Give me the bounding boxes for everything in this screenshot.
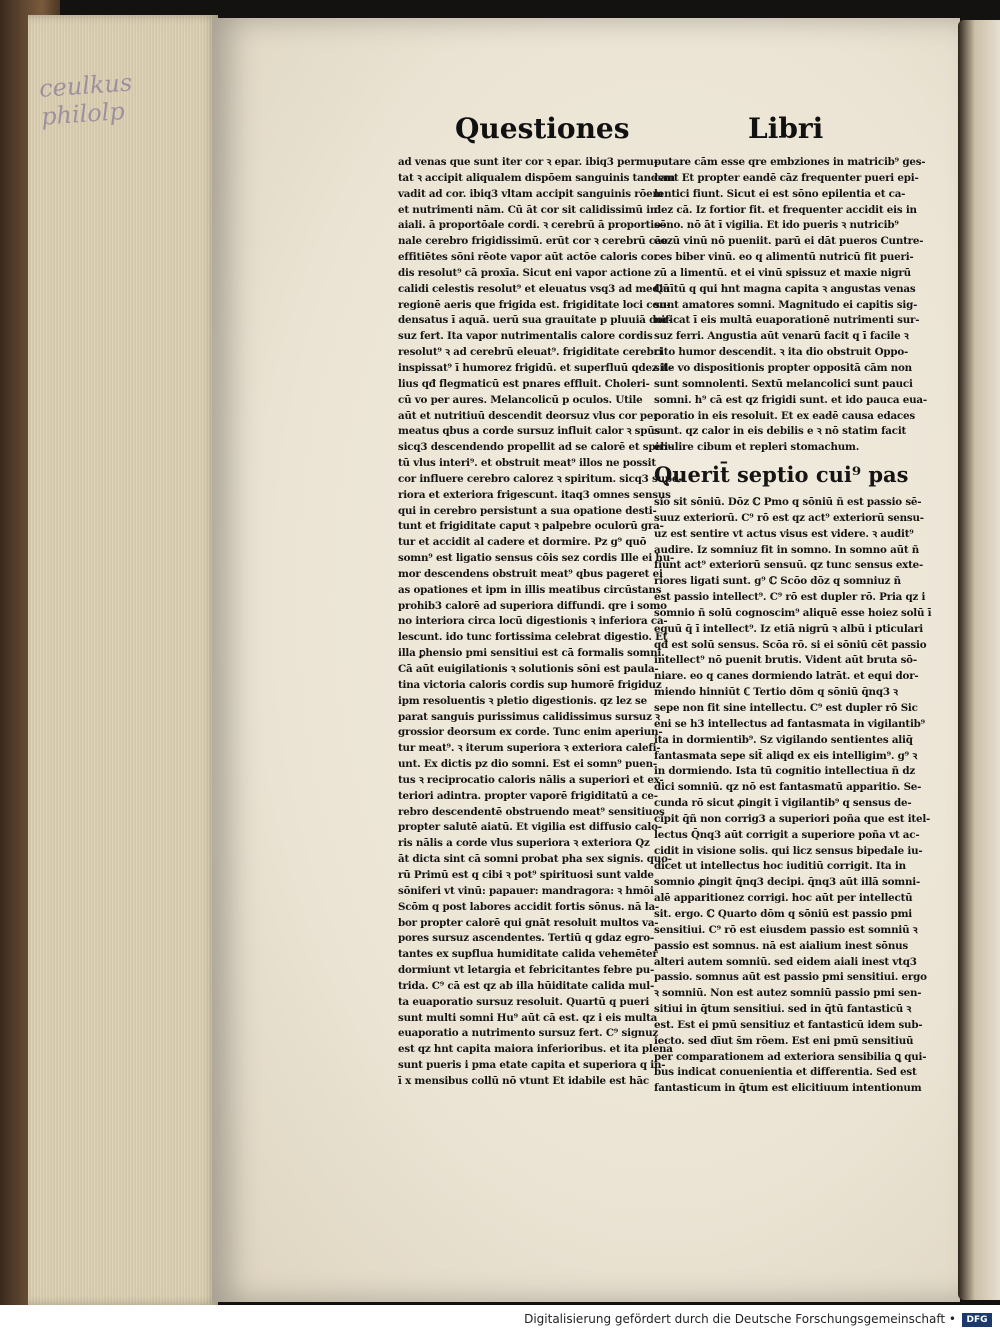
text-line: sicq3 descendendo propellit ad se calorē et spiri- <box>398 441 673 454</box>
text-line: prohib3 calorē ad superiora diffundi. qre i somo <box>398 599 667 612</box>
text-line: dicet ut intellectus hoc iuditiū corrigit. Ita in <box>654 860 906 873</box>
text-line: sitiui in q̄tum sensitiui. sed in q̄tū fantasticū ꝛ <box>654 1003 912 1016</box>
text-line: tū vlus interi⁹. et obstruit meat⁹ illos ne possit <box>398 457 656 470</box>
text-line: tunt et frigiditate caput ꝛ palpebre oculorū gra- <box>398 520 664 533</box>
text-line: sunt somnolenti. Sextū melancolici sunt pauci <box>654 377 913 390</box>
text-line: nificat ī eis multā euaporationē nutrimenti sur- <box>654 314 920 327</box>
text-line: equū q̄ ī intellect⁹. Iz etiā nigrū ꝛ albū i pticulari <box>654 622 923 635</box>
text-line: somni. h⁹ cā est qz frigidi sunt. et ido pauca eua- <box>654 393 927 406</box>
text-line: est. Est ei pmū sensitiuz et fantasticū idem sub- <box>654 1018 923 1031</box>
text-line: riora et exteriora frigescunt. itaq3 omnes sensus <box>398 488 671 501</box>
text-line: cor influere cerebro calorez ꝛ spiritum. sicq3 supe- <box>398 472 683 485</box>
text-line: poratio in eis resoluit. Et ex eadē causa edaces <box>654 409 915 422</box>
inscription-line-2: philolp <box>40 97 126 131</box>
text-line: sunt. qz calor in eis debilis e ꝛ nō statim facit <box>654 425 907 438</box>
text-column-right <box>654 155 932 1095</box>
text-line: alē apparitionez corrigi. hoc aūt per intellectū <box>654 892 913 905</box>
text-line: sunt amatores somni. Magnitudo ei capitis sig- <box>654 298 918 311</box>
text-line: sōniferi vt vinū: papauer: mandragora: ꝛ hmōi <box>398 884 654 897</box>
text-line: intellect⁹ nō puenit brutis. Vident aūt bruta sō- <box>654 654 917 667</box>
text-line: vadit ad cor. ibiq3 vltam accipit sanguinis rōem <box>398 187 664 200</box>
text-line: āt dicta sint cā somni probat pha sex signis. quo- <box>398 853 672 866</box>
text-line: aiali. ā proportōale cordi. ꝛ cerebrū ā proportio- <box>398 219 665 232</box>
text-line: Cā aūt euigilationis ꝛ solutionis sōni est paula- <box>398 663 659 675</box>
text-line: niare. eo q canes dormiendo latrāt. et equi dor- <box>654 670 919 683</box>
text-line: mor descendens obstruit meat⁹ qbus pageret ei <box>398 567 663 580</box>
running-header-right: Libri <box>748 112 824 145</box>
text-line: cant Et propter eandē cāz frequenter pueri epi- <box>654 171 919 184</box>
text-line: lius qđ flegmaticū est pnares effluit. Choleri- <box>398 377 650 390</box>
text-line: cito humor descendit. ꝛ ita dio obstruit Oppo- <box>654 346 909 359</box>
text-line: alteri autem somniū. sed eidem aiali inest vtq3 <box>654 955 917 968</box>
text-line: cipit q̄ñ non corrig3 a superiori poña que est itel- <box>654 812 931 825</box>
text-line: ta euaporatio sursuz resoluit. Quartū q pueri <box>398 995 650 1008</box>
text-line: somnio ꝓingit q̄nq3 decipi. q̄nq3 aūt illā somni- <box>654 876 921 889</box>
text-line: sensitiui. C⁹ rō est eiusdem passio est somniū ꝛ <box>654 923 918 936</box>
text-line: tat ꝛ accipit aliqualem dispōem sanguinis tandem <box>398 171 675 184</box>
text-line: zū a limentū. et ei vinū spissuz et maxie nigrū <box>654 266 911 279</box>
text-line: dormiunt vt letargia et febricitantes febre pu- <box>398 964 655 977</box>
text-line: rebro descendentē obstruendo meat⁹ sensitiuos <box>398 805 665 818</box>
text-line: resolut⁹ ꝛ ad cerebrū eleuat⁹. frigiditate cerebri <box>398 346 663 359</box>
funding-credit: Digitalisierung gefördert durch die Deutsche Forschungsgemeinschaft • <box>524 1312 956 1326</box>
text-line: suz fert. Ita vapor nutrimentalis calore cordis <box>398 330 653 343</box>
text-line: cidit in visione solis. qui licz sensus bipedale iu- <box>654 844 923 857</box>
text-line: cunda rō sicut ꝓingit ī vigilantib⁹ q sensus de- <box>654 797 912 810</box>
text-column-left <box>398 155 683 1087</box>
text-line: ebulire cibum et repleri stomachum. <box>654 441 860 454</box>
text-line: riores ligati sunt. g⁹ ℂ Scōo dōz q somniuz ñ <box>654 575 901 588</box>
text-line: parat sanguis purissimus calidissimus sursuz ꝛ <box>398 710 660 723</box>
text-line: sōno. nō āt ī vigilia. Et ido pueris ꝛ nutricib⁹ <box>654 219 899 232</box>
text-line: nale cerebro frigidissimū. erūt cor ꝛ cerebrū cāe <box>398 235 668 248</box>
dfg-logo: DFG <box>962 1313 992 1327</box>
text-line: grossior deorsum ex corde. Tunc enim aperiun- <box>398 726 663 739</box>
text-line: lectus Q̄nq3 aūt corrigit a superiore poña vt ac- <box>654 828 920 841</box>
text-line: per comparationem ad exteriora sensibilia ꝗ qui- <box>654 1050 927 1063</box>
text-line: teriori adintra. propter vaporē frigiditatū a ce- <box>398 789 658 802</box>
text-line: sio sit sōniū. Dōz ℂ Pmo q sōniū ñ est passio sē- <box>654 496 922 509</box>
text-line: iecto. sed dīut s̄m rōem. Est eni pmū sensitiuū <box>654 1034 914 1047</box>
text-line: ī x mensibus collū nō vtunt Et idabile est hāc <box>398 1074 650 1087</box>
text-line: tus ꝛ reciprocatio caloris nālis a superiori et ex- <box>398 773 664 786</box>
text-line: dez cā. Iz fortior fit. et frequenter accidit eis in <box>654 203 917 216</box>
text-line: in dormiendo. Ista tū cognitio intellectiua ñ dz <box>654 765 915 778</box>
text-line: est passio intellect⁹. C⁹ rō est dupler rō. Pria qz i <box>654 591 926 604</box>
text-line: qui in cerebro persistunt a sua opatione desti- <box>398 504 657 517</box>
text-line: fiunt act⁹ exteriorū sensuū. qz tunc sensus exte- <box>654 559 924 572</box>
text-line: ita in dormientib⁹. Sz vigilando sentientes aliq̄ <box>654 733 913 746</box>
text-line: eozū vinū nō pueniit. parū ei dāt pueros Cuntre- <box>654 235 924 248</box>
text-line: ris nālis a corde vlus superiora ꝛ exteriora Qz <box>398 837 650 850</box>
text-line: dis resolut⁹ cā proxīa. Sicut eni vapor actione <box>398 266 652 279</box>
text-line: lescunt. ido tunc fortissima celebrat digestio. Et <box>398 631 668 644</box>
text-line: tur et accidit al cadere et dormire. Pz g⁹ quō <box>398 536 647 549</box>
text-line: pores sursuz ascendentes. Tertiū q gdaz egro- <box>398 932 654 945</box>
text-line: rū Primū est q cibi ꝛ pot⁹ spirituosi sunt valde <box>398 868 654 881</box>
text-line: aūt et nutritiuū descendit deorsuz vlus cor per <box>398 409 659 422</box>
text-line: effitiētes sōni rēote vapor aūt actōe caloris cor- <box>398 251 663 264</box>
text-line: densatus ī aquā. uerū sua grauitate p pluuiā dor- <box>398 314 673 327</box>
text-line: est qz hnt capita maiora inferioribus. et ita plena <box>398 1043 673 1056</box>
text-line: bus indicat conuenientia et differentia. Sed est <box>654 1066 917 1079</box>
text-line: cū vo per aures. Melancolicū p oculos. Utile <box>398 393 643 406</box>
page-block-edge <box>28 15 218 1305</box>
text-line: unt. Ex dictis pz dio somni. Est ei somn⁹ puen- <box>398 758 657 771</box>
text-line: tantes ex supflua humiditate calida vehemēter <box>398 948 658 961</box>
text-line: ad venas que sunt iter cor ꝛ epar. ibiq3 permu- <box>398 156 658 168</box>
text-line: fantasticum in q̄tum est elicitiuum intentionum <box>654 1082 922 1095</box>
text-line: ipm resoluentis ꝛ pletio digestionis. qz lez se <box>398 694 648 707</box>
text-line: site vo dispositionis propter oppositā cām non <box>654 361 912 374</box>
text-line: sit. ergo. ℂ Quarto dōm q sōniū est passio pmi <box>654 907 913 920</box>
text-line: no interiora circa locū digestionis ꝛ inferiora ca- <box>398 615 668 628</box>
text-line: lentici fiunt. Sicut ei est sōno epilentia et ca- <box>654 187 906 200</box>
text-line: bor propter calorē qui gnāt resoluit multos va- <box>398 916 659 929</box>
text-line: somn⁹ est ligatio sensus cōis sez cordis Ille ei hu- <box>398 552 675 565</box>
text-line: calidi celestis resolut⁹ et eleuatus vsq3 ad mediā <box>398 282 670 295</box>
text-line: Quītū q qui hnt magna capita ꝛ angustas venas <box>654 282 916 295</box>
text-line: somnio ñ solū cognoscim⁹ aliquē esse hoiez solū ī <box>654 606 932 619</box>
text-line: inspissat⁹ ī humorez frigidū. et superfluū qdez il- <box>398 361 673 374</box>
text-line: tina victoria caloris cordis sup humorē frigiduz <box>398 678 662 691</box>
text-line: passio est somnus. nā est aialium inest sōnus <box>654 939 909 952</box>
text-line: sunt multi somni Hu⁹ aūt cā est. qz i eis multa <box>398 1011 658 1024</box>
text-line: putare cām esse qre embziones in matricib⁹ ges- <box>654 156 926 168</box>
text-line: ces biber vinū. eo q alimentū nutricū fit pueri- <box>654 251 914 264</box>
text-line: as opationes et ipm in illis meatibus circūstans <box>398 583 662 596</box>
running-header-left: Questiones <box>455 112 630 145</box>
text-line: eni se h3 intellectus ad fantasmata in vigilantib⁹ <box>654 717 925 730</box>
text-line: tur meat⁹. ꝛ iterum superiora ꝛ exteriora calefi- <box>398 742 661 755</box>
text-line: miendo hinniūt ℂ Tertio dōm q sōniū q̄nq3 ꝛ <box>654 686 898 699</box>
handwritten-inscription <box>38 65 182 131</box>
facing-page-edge <box>958 20 1000 1300</box>
text-line: suz ferri. Angustia aūt venarū facit q ī facile ꝛ <box>654 330 909 343</box>
text-line: Scōm q post labores accidit fortis sōnus. nā la- <box>398 900 660 913</box>
text-line: sunt pueris i pma etate capita et superiora q in- <box>398 1059 666 1072</box>
text-line: uz est sentire vt actus visus est videre. ꝛ audit⁹ <box>654 527 914 540</box>
text-line: ꝛ somniū. Non est autez somniū passio pmi sen- <box>654 987 922 1000</box>
text-line: suuz exteriorū. C⁹ rō est qz act⁹ exteriorū sensu- <box>654 511 924 524</box>
text-line: passio. somnus aūt est passio pmi sensitiui. ergo <box>654 971 927 984</box>
text-line: et nutrimenti nām. Cū āt cor sit calidissimū in <box>398 203 658 216</box>
text-line: illa ꝑhensio pmi sensitiui est cā formalis somni. <box>398 647 665 660</box>
text-line: audire. Iz somniuz fit in somno. In somno aūt ñ <box>654 543 920 556</box>
footer-bar <box>0 1305 1000 1337</box>
text-line: meatus qbus a corde sursuz influit calor ꝛ spūs <box>398 425 661 438</box>
text-line: euaporatio a nutrimento sursuz fert. C⁹ signuz <box>398 1027 659 1040</box>
text-line: dici somniū. qz nō est fantasmatū apparitio. Se- <box>654 781 922 794</box>
text-line: trida. C⁹ cā est qz ab illa hūiditate calida mul- <box>398 979 655 992</box>
text-line: sepe non fit sine intellectu. C⁹ est dupler rō Sic <box>654 702 918 714</box>
section-heading: Querit̄ septio cui⁹ pas <box>654 462 909 488</box>
text-line: qđ est solū sensus. Scōa rō. si ei sōniū cēt passio <box>654 638 927 651</box>
text-line: fantasmata sepe sit̄ aliqd ex eis intelligim⁹. g⁹ ꝛ <box>654 749 918 762</box>
inscription-line-1: ceulkus <box>38 68 134 103</box>
text-line: regionē aeris que frigida est. frigiditate loci con- <box>398 298 671 311</box>
text-line: propter salutē aiatū. Et vigilia est diffusio calo- <box>398 821 662 834</box>
